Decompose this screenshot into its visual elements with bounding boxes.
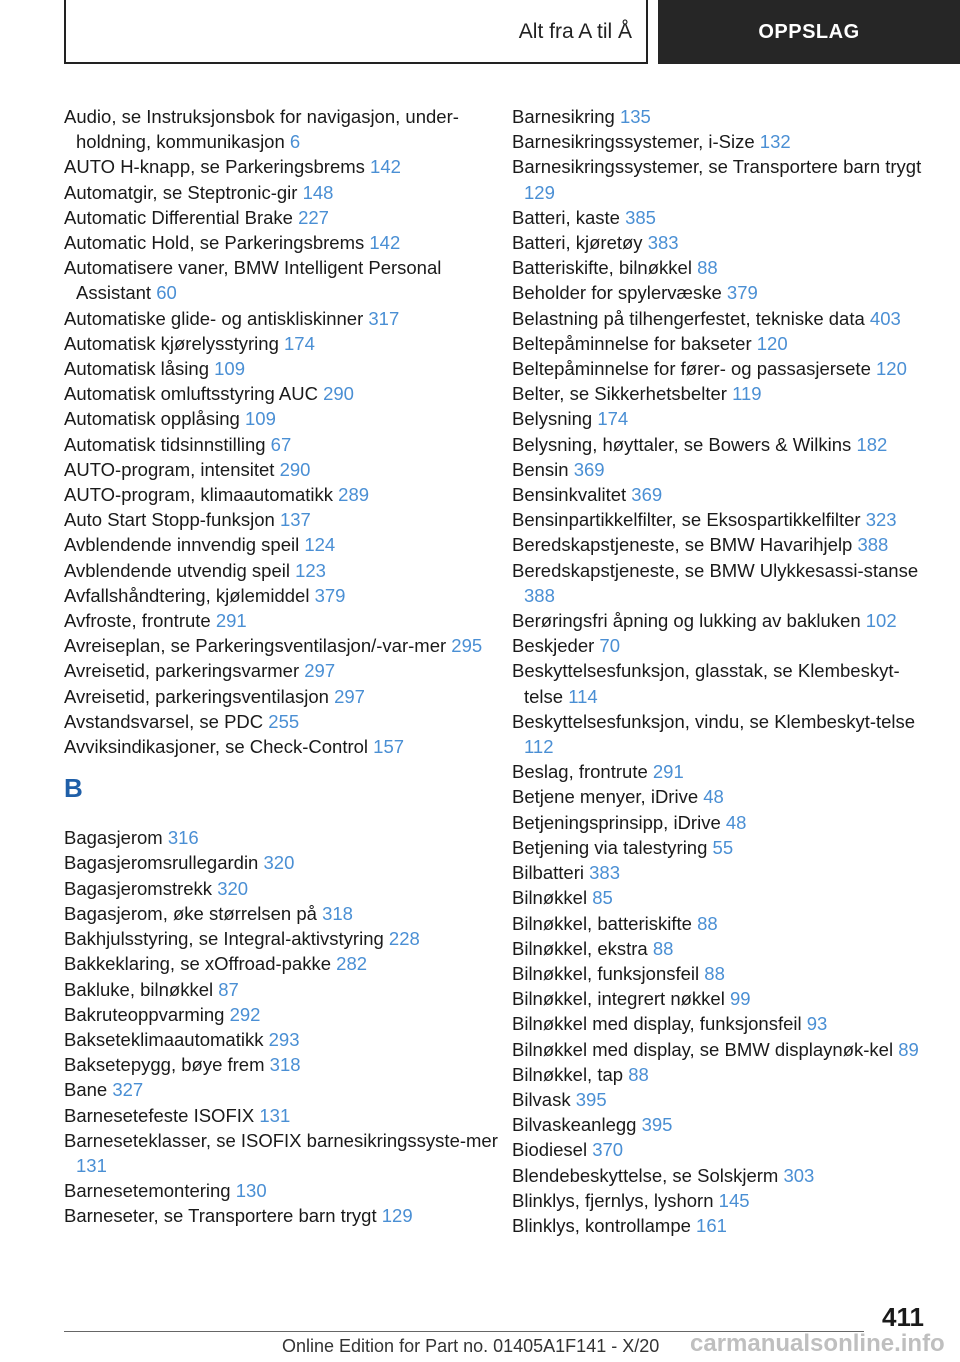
entry-term: Avblendende utvendig speil (64, 559, 296, 581)
entry-page-link[interactable]: 109 (214, 358, 245, 380)
index-entry (512, 432, 932, 457)
index-entry (64, 1002, 504, 1027)
entry-term: Avfallshåndtering, kjølemiddel (64, 584, 315, 606)
entry-term: Bakseteklimaautomatikk (64, 1028, 269, 1050)
entry-page-link[interactable]: 369 (573, 458, 605, 480)
entry-page-link[interactable]: 316 (167, 827, 199, 849)
index-entry (64, 104, 504, 154)
entry-term: Bensin (512, 458, 574, 480)
entry-page-link[interactable]: 161 (696, 1214, 727, 1236)
entry-term: Beslag, frontrute (512, 761, 653, 783)
index-entry (512, 759, 932, 784)
index-entry (512, 633, 932, 658)
entry-term: Automatic Differential Brake (64, 206, 299, 228)
entry-term: Beredskapstjeneste, se BMW Havarihjelp (512, 534, 858, 556)
watermark: carmanualsonline.info (690, 1330, 945, 1357)
entry-page-link[interactable]: 182 (856, 433, 888, 455)
index-entry (64, 255, 504, 305)
entry-term: Batteriskifte, bilnøkkel (512, 257, 698, 279)
index-entry (64, 850, 504, 875)
index-entry (512, 810, 932, 835)
index-entry (512, 835, 932, 860)
entry-page-link[interactable]: 290 (323, 383, 354, 405)
index-entry (64, 951, 504, 976)
entry-page-link[interactable]: 388 (857, 534, 889, 556)
index-entry (512, 532, 932, 557)
entry-term: Bakruteoppvarming (64, 1003, 230, 1025)
entry-page-link[interactable]: 130 (235, 1180, 267, 1202)
index-entry (64, 180, 504, 205)
index-entry (512, 280, 932, 305)
index-entry (512, 709, 932, 759)
index-entry (64, 205, 504, 230)
entry-page-link[interactable]: 323 (865, 509, 897, 531)
entry-page-link[interactable]: 102 (865, 610, 897, 632)
entry-term: Belysning, høyttaler, se Bowers & Wilkins (512, 433, 857, 455)
entry-page-link[interactable]: 320 (263, 852, 295, 874)
entry-term: Batteri, kaste (512, 206, 626, 228)
entry-page-link[interactable]: 385 (625, 206, 656, 228)
entry-page-link[interactable]: 123 (295, 559, 326, 581)
entry-term: Bilnøkkel med display, funksjonsfeil (512, 1013, 807, 1035)
index-entry (64, 1103, 504, 1128)
entry-term: Belastning på tilhengerfestet, tekniske data (512, 307, 870, 329)
index-entry (64, 1027, 504, 1052)
index-entry (512, 356, 932, 381)
index-entry (64, 1178, 504, 1203)
entry-term: Beholder for spylervæske (512, 282, 727, 304)
entry-term: Automatisk kjørelysstyring (64, 332, 284, 354)
entry-page-link[interactable]: 93 (806, 1013, 828, 1035)
entry-term: Avviksindikasjoner, se Check-Control (64, 736, 374, 758)
entry-page-link[interactable]: 6 (289, 131, 301, 153)
entry-page-link[interactable]: 295 (451, 635, 483, 657)
entry-term: Automatisk opplåsing (64, 408, 245, 430)
entry-term: Betjene menyer, iDrive (512, 786, 704, 808)
entry-page-link[interactable]: 142 (370, 156, 401, 178)
index-entry (512, 608, 932, 633)
index-entry (512, 1037, 932, 1062)
entry-page-link[interactable]: 228 (388, 928, 420, 950)
entry-page-link[interactable]: 129 (524, 181, 555, 203)
entry-page-link[interactable]: 292 (229, 1003, 261, 1025)
index-entry (512, 154, 932, 204)
index-entry (512, 1163, 932, 1188)
index-entry (64, 608, 504, 633)
entry-term: Barnesetefeste ISOFIX (64, 1104, 260, 1126)
entry-term: Belysning (512, 408, 598, 430)
entry-page-link[interactable]: 67 (270, 433, 292, 455)
entry-page-link[interactable]: 289 (338, 484, 370, 506)
entry-term: Bagasjeromsrullegardin (64, 852, 264, 874)
entry-term: Automatisk låsing (64, 358, 215, 380)
entry-term: AUTO-program, intensitet (64, 458, 280, 480)
index-entry (64, 734, 504, 759)
entry-term: Bilnøkkel, ekstra (512, 937, 653, 959)
header-subtitle: Alt fra A til Å (518, 20, 632, 43)
index-entry (512, 507, 932, 532)
entry-page-link[interactable]: 403 (869, 307, 901, 329)
entry-page-link[interactable]: 88 (704, 962, 725, 984)
index-entry (64, 558, 504, 583)
entry-page-link[interactable]: 297 (334, 685, 365, 707)
index-entry (512, 1188, 932, 1213)
entry-term: Automatic Hold, se Parkeringsbrems (64, 232, 370, 254)
index-entry (512, 860, 932, 885)
index-entry (512, 406, 932, 431)
entry-page-link[interactable]: 114 (568, 685, 598, 707)
index-entry (512, 658, 932, 708)
index-entry (512, 306, 932, 331)
index-column-left (64, 104, 504, 1229)
index-entry (512, 558, 932, 608)
entry-term: Bilbatteri (512, 862, 590, 884)
entry-page-link[interactable]: 174 (284, 332, 315, 354)
entry-page-link[interactable]: 255 (268, 710, 300, 732)
index-entry (512, 104, 932, 129)
index-entry (64, 684, 504, 709)
entry-term: Beskjeder (512, 635, 600, 657)
entry-page-link[interactable]: 131 (76, 1154, 107, 1176)
entry-term: Bakhjulsstyring, se Integral-aktivstyring (64, 928, 389, 950)
entry-page-link[interactable]: 282 (336, 953, 368, 975)
entry-page-link[interactable]: 88 (697, 912, 718, 934)
entry-term: Bilvask (512, 1088, 576, 1110)
entry-page-link[interactable]: 370 (592, 1139, 624, 1161)
index-entry (64, 926, 504, 951)
index-entry (64, 356, 504, 381)
entry-term: Bagasjerom, øke størrelsen på (64, 902, 323, 924)
entry-term: Automatisere vaner, BMW Intelligent Personal Assistant (64, 257, 442, 304)
entry-term: Blinklys, kontrollampe (512, 1214, 697, 1236)
entry-page-link[interactable]: 120 (876, 358, 907, 380)
entry-page-link[interactable]: 379 (314, 584, 346, 606)
index-entry (512, 129, 932, 154)
entry-page-link[interactable]: 88 (697, 257, 718, 279)
entry-page-link[interactable]: 119 (732, 383, 762, 405)
index-entry (64, 633, 504, 658)
entry-term: Blinklys, fjernlys, lyshorn (512, 1189, 719, 1211)
entry-term: Beltepåminnelse for bakseter (512, 332, 757, 354)
index-entry (64, 406, 504, 431)
entry-term: Bensinkvalitet (512, 484, 632, 506)
entry-term: Bilnøkkel, batteriskifte (512, 912, 698, 934)
entry-page-link[interactable]: 369 (631, 484, 663, 506)
entry-term: Automatgir, se Steptronic-gir (64, 181, 303, 203)
index-entry (64, 583, 504, 608)
entry-page-link[interactable]: 383 (647, 232, 679, 254)
entry-term: Beskyttelsesfunksjon, glasstak, se Klembeskyt-telse (512, 660, 900, 707)
index-entry (64, 331, 504, 356)
entry-term: Bagasjerom (64, 827, 168, 849)
header-box (64, 0, 648, 64)
entry-term: Automatisk tidsinnstilling (64, 433, 271, 455)
entry-term: Barneseteklasser, se ISOFIX barnesikringssyste-mer (64, 1129, 498, 1151)
entry-page-link[interactable]: 99 (729, 988, 751, 1010)
entry-page-link[interactable]: 135 (619, 106, 651, 127)
index-entry (64, 1052, 504, 1077)
entry-term: Blendebeskyttelse, se Solskjerm (512, 1164, 784, 1186)
entry-term: Bane (64, 1079, 113, 1101)
entry-term: Barnesikringssystemer, se Transportere barn trygt (512, 156, 922, 178)
entry-page-link[interactable]: 293 (268, 1028, 300, 1050)
index-entry (64, 876, 504, 901)
entry-term: Betjeningsprinsipp, iDrive (512, 811, 726, 833)
index-entry (512, 911, 932, 936)
entry-term: Bilnøkkel, tap (512, 1063, 629, 1085)
entry-term: Automatiske glide- og antiskliskinner (64, 307, 369, 329)
entry-page-link[interactable]: 112 (524, 736, 554, 758)
entry-page-link[interactable]: 174 (597, 408, 629, 430)
index-entry (64, 658, 504, 683)
entry-term: Avreisetid, parkeringsvarmer (64, 660, 305, 682)
entry-term: AUTO H-knapp, se Parkeringsbrems (64, 156, 371, 178)
index-entry (512, 986, 932, 1011)
entry-term: Berøringsfri åpning og lukking av bakluken (512, 610, 866, 632)
index-entry (512, 205, 932, 230)
entry-page-link[interactable]: 327 (112, 1079, 144, 1101)
index-entry (64, 230, 504, 255)
entry-page-link[interactable]: 297 (304, 660, 336, 682)
index-entry (64, 532, 504, 557)
entry-page-link[interactable]: 142 (369, 232, 401, 254)
entry-page-link[interactable]: 395 (575, 1088, 607, 1110)
index-entry (64, 1203, 504, 1228)
entry-page-link[interactable]: 70 (599, 635, 620, 657)
index-entry (512, 1087, 932, 1112)
entry-page-link[interactable]: 120 (756, 332, 788, 354)
entry-term: Barnesikring (512, 106, 620, 127)
index-entry (512, 1062, 932, 1087)
index-entry (512, 784, 932, 809)
index-entry (512, 381, 932, 406)
index-entry (64, 507, 504, 532)
entry-term: Audio, se Instruksjonsbok for navigasjon, under-holdning, kommunikasjon (64, 106, 459, 153)
index-entry (64, 977, 504, 1002)
entry-page-link[interactable]: 148 (302, 181, 334, 203)
index-entry (64, 825, 504, 850)
entry-page-link[interactable]: 137 (279, 509, 311, 531)
entry-term: Bakluke, bilnøkkel (64, 978, 219, 1000)
index-entry (512, 1137, 932, 1162)
section-heading: B (64, 773, 83, 804)
entry-page-link[interactable]: 124 (304, 534, 336, 556)
entry-term: Automatisk omluftsstyring AUC (64, 383, 324, 405)
entry-term: Bagasjeromstrekk (64, 877, 218, 899)
entry-term: Bensinpartikkelfilter, se Eksospartikkelfilter (512, 509, 866, 531)
index-entry (512, 961, 932, 986)
index-entry (512, 936, 932, 961)
entry-page-link[interactable]: 89 (898, 1038, 919, 1060)
index-entry (512, 885, 932, 910)
index-column-right (512, 104, 932, 1238)
index-entry (512, 1112, 932, 1137)
entry-page-link[interactable]: 48 (703, 786, 724, 808)
entry-term: Avreisetid, parkeringsventilasjon (64, 685, 335, 707)
entry-page-link[interactable]: 145 (718, 1189, 750, 1211)
entry-page-link[interactable]: 318 (269, 1054, 301, 1076)
entry-page-link[interactable]: 303 (783, 1164, 815, 1186)
entry-term: Beskyttelsesfunksjon, vindu, se Klembeskyt-telse (512, 710, 916, 732)
entry-term: Bilnøkkel, integrert nøkkel (512, 988, 730, 1010)
index-entry (512, 1213, 932, 1238)
entry-term: Beltepåminnelse for fører- og passasjersete (512, 358, 877, 380)
entry-term: Biodiesel (512, 1139, 593, 1161)
entry-term: Bilnøkkel, funksjonsfeil (512, 962, 705, 984)
index-entry (512, 457, 932, 482)
index-entry (64, 1077, 504, 1102)
entry-page-link[interactable]: 131 (259, 1104, 291, 1126)
entry-term: AUTO-program, klimaautomatikk (64, 484, 339, 506)
entry-page-link[interactable]: 88 (652, 937, 674, 959)
entry-page-link[interactable]: 109 (245, 408, 276, 430)
entry-term: Barnesetemontering (64, 1180, 236, 1202)
entry-term: Bilvaskeanlegg (512, 1114, 642, 1136)
entry-page-link[interactable]: 85 (592, 887, 613, 909)
entry-term: Avfroste, frontrute (64, 610, 216, 632)
entry-term: Avblendende innvendig speil (64, 534, 305, 556)
index-entry (64, 381, 504, 406)
entry-term: Bilnøkkel (512, 887, 593, 909)
entry-term: Avreiseplan, se Parkeringsventilasjon/-var-mer (64, 635, 452, 657)
entry-page-link[interactable]: 291 (215, 610, 247, 632)
index-entry (64, 457, 504, 482)
index-entry (64, 432, 504, 457)
entry-term: Bakkeklaring, se xOffroad-pakke (64, 953, 337, 975)
entry-page-link[interactable]: 317 (368, 307, 400, 329)
entry-page-link[interactable]: 129 (381, 1205, 413, 1227)
index-entry (512, 230, 932, 255)
index-entry (512, 255, 932, 280)
entry-page-link[interactable]: 290 (279, 458, 311, 480)
index-entry (64, 306, 504, 331)
index-entry (64, 901, 504, 926)
entry-term: Batteri, kjøretøy (512, 232, 648, 254)
index-entry (64, 1128, 504, 1178)
entry-page-link[interactable]: 318 (322, 902, 353, 924)
page-number: 411 (882, 1302, 924, 1332)
entry-page-link[interactable]: 132 (759, 131, 791, 153)
entry-page-link[interactable]: 395 (641, 1114, 673, 1136)
index-entry (512, 482, 932, 507)
entry-term: Bilnøkkel med display, se BMW displaynøk-kel (512, 1038, 899, 1060)
entry-page-link[interactable]: 320 (217, 877, 249, 899)
entry-page-link[interactable]: 388 (524, 584, 555, 606)
index-entry (512, 1011, 932, 1036)
entry-term: Barneseter, se Transportere barn trygt (64, 1205, 382, 1227)
entry-page-link[interactable]: 291 (652, 761, 684, 783)
entry-term: Baksetерygg, bøye frem (64, 1054, 270, 1076)
entry-term: Avstandsvarsel, se PDC (64, 710, 269, 732)
entry-page-link[interactable]: 48 (725, 811, 747, 833)
index-entry (64, 154, 504, 179)
entry-term: Beredskapstjeneste, se BMW Ulykkesassi-stanse (512, 559, 919, 581)
entry-page-link[interactable]: 379 (726, 282, 758, 304)
entry-term: Belter, se Sikkerhetsbelter (512, 383, 733, 405)
entry-page-link[interactable]: 157 (373, 736, 405, 758)
entry-term: Barnesikringssystemer, i-Size (512, 131, 760, 153)
entry-page-link[interactable]: 55 (712, 836, 734, 858)
index-entry (64, 482, 504, 507)
entry-page-link[interactable]: 227 (298, 206, 329, 228)
index-entry (512, 331, 932, 356)
entry-term: Betjening via talestyring (512, 836, 713, 858)
entry-page-link[interactable]: 87 (218, 978, 239, 1000)
entry-page-link[interactable]: 88 (628, 1063, 649, 1085)
section-tab: OPPSLAG (658, 0, 960, 64)
footer-text: Online Edition for Part no. 01405A1F141 - X/20 (282, 1336, 660, 1356)
entry-page-link[interactable]: 60 (156, 282, 177, 304)
entry-page-link[interactable]: 383 (589, 862, 620, 884)
index-entry (64, 709, 504, 734)
entry-term: Auto Start Stopp-funksjon (64, 509, 280, 531)
